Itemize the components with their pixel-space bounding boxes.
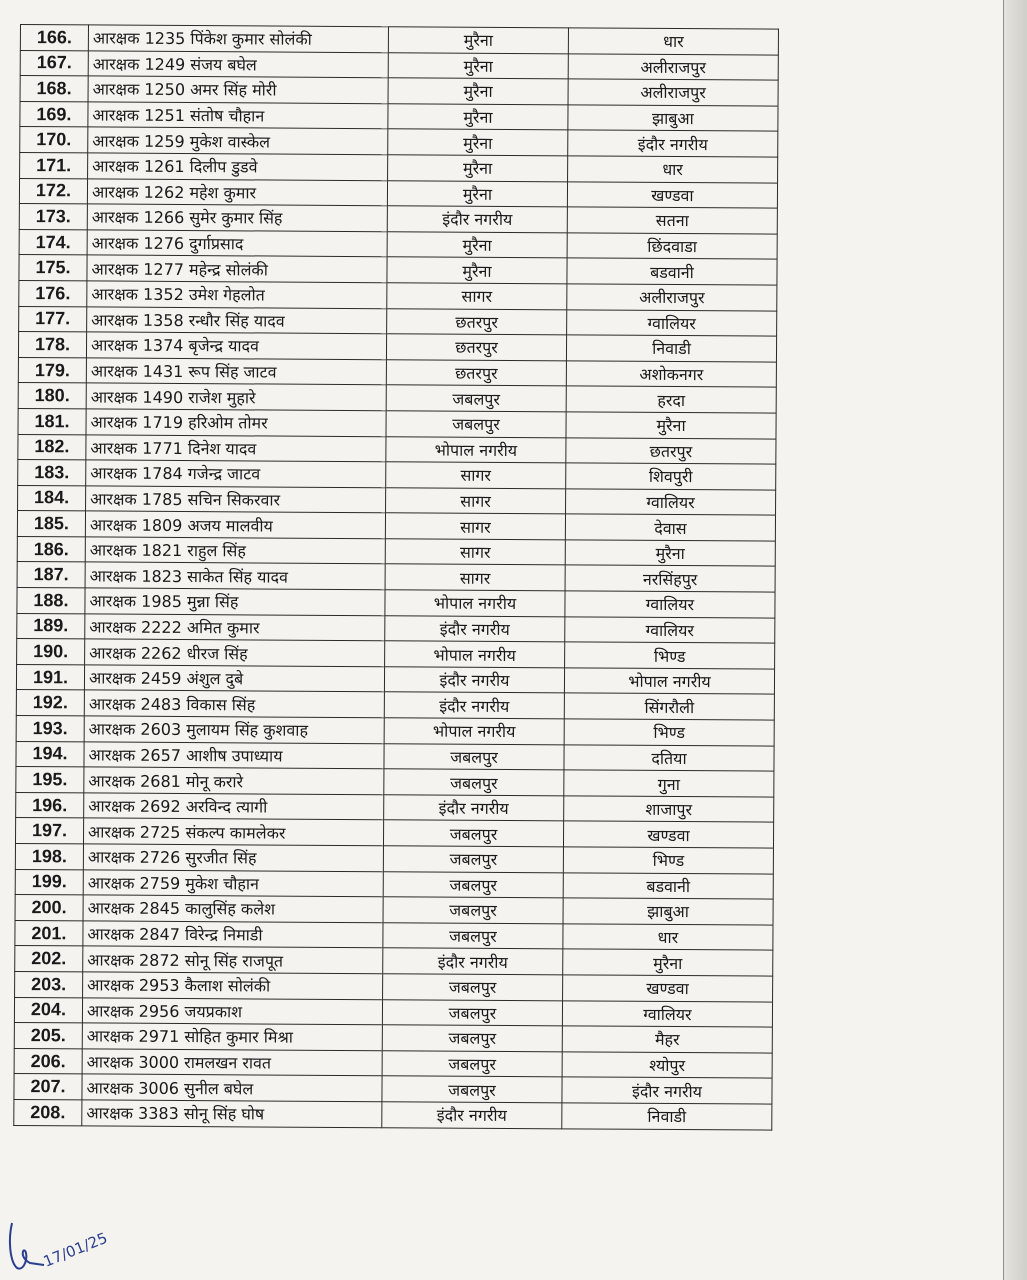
- employee-name: आरक्षक 1259 मुकेश वास्केल: [88, 127, 388, 154]
- to-district: श्योपुर: [562, 1052, 772, 1079]
- employee-name: आरक्षक 3000 रामलखन रावत: [82, 1049, 382, 1076]
- serial-number: 202.: [15, 946, 83, 972]
- serial-number: 175.: [19, 255, 87, 281]
- to-district: ग्वालियर: [566, 489, 776, 516]
- to-district: बडवानी: [567, 258, 777, 285]
- employee-name: आरक्षक 2483 विकास सिंह: [84, 690, 384, 717]
- employee-name: आरक्षक 3006 सुनील बघेल: [82, 1074, 382, 1101]
- transfer-list: [13, 24, 779, 1130]
- to-district: अलीराजपुर: [568, 53, 778, 80]
- serial-number: 184.: [18, 485, 86, 511]
- to-district: झाबुआ: [568, 105, 778, 132]
- to-district: ग्वालियर: [567, 309, 777, 336]
- serial-number: 183.: [18, 460, 86, 486]
- from-district: भोपाल नगरीय: [384, 718, 564, 745]
- to-district: छतरपुर: [566, 437, 776, 464]
- from-district: इंदौर नगरीय: [383, 948, 563, 975]
- employee-name: आरक्षक 1823 साकेत सिंह यादव: [85, 562, 385, 589]
- to-district: धार: [568, 28, 778, 55]
- to-district: इंदौर नगरीय: [568, 130, 778, 157]
- signature-date: 17/01/25: [40, 1228, 110, 1271]
- to-district: बडवानी: [563, 872, 773, 899]
- from-district: मुरैना: [388, 52, 568, 79]
- from-district: इंदौर नगरीय: [384, 667, 564, 694]
- to-district: सतना: [567, 207, 777, 234]
- from-district: मुरैना: [388, 104, 568, 131]
- from-district: जबलपुर: [384, 743, 564, 770]
- employee-name: आरक्षक 1374 बृजेन्द्र यादव: [86, 332, 386, 359]
- serial-number: 182.: [18, 434, 86, 460]
- to-district: मुरैना: [563, 949, 773, 976]
- serial-number: 171.: [20, 152, 88, 178]
- from-district: भोपाल नगरीय: [385, 641, 565, 668]
- serial-number: 181.: [18, 408, 86, 434]
- from-district: इंदौर नगरीय: [387, 206, 567, 233]
- serial-number: 205.: [14, 1023, 82, 1049]
- from-district: सागर: [386, 487, 566, 514]
- employee-name: आरक्षक 1490 राजेश मुहारे: [86, 383, 386, 410]
- serial-number: 191.: [16, 664, 84, 690]
- transfer-table: [13, 24, 779, 1130]
- from-district: जबलपुर: [382, 1050, 562, 1077]
- to-district: धार: [563, 924, 773, 951]
- employee-name: आरक्षक 2692 अरविन्द त्यागी: [84, 793, 384, 820]
- employee-name: आरक्षक 1261 दिलीप डुडवे: [88, 153, 388, 180]
- from-district: मुरैना: [387, 257, 567, 284]
- page-edge: [1003, 0, 1027, 1280]
- to-district: भिण्ड: [564, 719, 774, 746]
- serial-number: 170.: [20, 127, 88, 153]
- employee-name: आरक्षक 1235 पिंकेश कुमार सोलंकी: [88, 25, 388, 52]
- employee-name: आरक्षक 1358 रन्धौर सिंह यादव: [87, 306, 387, 333]
- to-district: दतिया: [564, 744, 774, 771]
- employee-name: आरक्षक 1985 मुन्ना सिंह: [85, 588, 385, 615]
- employee-name: आरक्षक 2459 अंशुल दुबे: [84, 665, 384, 692]
- from-district: जबलपुर: [382, 1025, 562, 1052]
- from-district: इंदौर नगरीय: [384, 795, 564, 822]
- to-district: देवास: [565, 514, 775, 541]
- from-district: मुरैना: [387, 231, 567, 258]
- table-row: [14, 1099, 772, 1129]
- employee-name: आरक्षक 2759 मुकेश चौहान: [83, 869, 383, 896]
- serial-number: 207.: [14, 1074, 82, 1100]
- employee-name: आरक्षक 3383 सोनू सिंह घोष: [82, 1100, 382, 1127]
- employee-name: आरक्षक 2681 मोनू करारे: [84, 767, 384, 794]
- employee-name: आरक्षक 1266 सुमेर कुमार सिंह: [87, 204, 387, 231]
- from-district: सागर: [385, 539, 565, 566]
- serial-number: 198.: [15, 843, 83, 869]
- serial-number: 167.: [20, 50, 88, 76]
- serial-number: 203.: [15, 971, 83, 997]
- to-district: शिवपुरी: [566, 463, 776, 490]
- to-district: ग्वालियर: [565, 591, 775, 618]
- to-district: गुना: [564, 770, 774, 797]
- to-district: मैहर: [562, 1026, 772, 1053]
- to-district: सिंगरौली: [564, 693, 774, 720]
- from-district: भोपाल नगरीय: [386, 436, 566, 463]
- table-body: [14, 25, 779, 1130]
- serial-number: 172.: [19, 178, 87, 204]
- serial-number: 188.: [17, 588, 85, 614]
- to-district: खण्डवा: [563, 975, 773, 1002]
- serial-number: 189.: [17, 613, 85, 639]
- from-district: जबलपुर: [382, 1076, 562, 1103]
- serial-number: 178.: [18, 332, 86, 358]
- from-district: जबलपुर: [383, 923, 563, 950]
- from-district: सागर: [386, 462, 566, 489]
- serial-number: 180.: [18, 383, 86, 409]
- from-district: छतरपुर: [387, 308, 567, 335]
- serial-number: 199.: [15, 869, 83, 895]
- serial-number: 201.: [15, 920, 83, 946]
- to-district: मुरैना: [565, 540, 775, 567]
- employee-name: आरक्षक 2971 सोहित कुमार मिश्रा: [82, 1023, 382, 1050]
- employee-name: आरक्षक 1250 अमर सिंह मोरी: [88, 76, 388, 103]
- serial-number: 168.: [20, 76, 88, 102]
- from-district: जबलपुर: [386, 411, 566, 438]
- employee-name: आरक्षक 2956 जयप्रकाश: [82, 997, 382, 1024]
- employee-name: आरक्षक 2953 कैलाश सोलंकी: [83, 972, 383, 999]
- from-district: छतरपुर: [386, 334, 566, 361]
- employee-name: आरक्षक 2726 सुरजीत सिंह: [83, 844, 383, 871]
- to-district: इंदौर नगरीय: [562, 1077, 772, 1104]
- serial-number: 192.: [16, 690, 84, 716]
- employee-name: आरक्षक 1276 दुर्गाप्रसाद: [87, 230, 387, 257]
- signature-stroke: [10, 1223, 44, 1269]
- employee-name: आरक्षक 1821 राहुल सिंह: [85, 537, 385, 564]
- from-district: इंदौर नगरीय: [385, 615, 565, 642]
- employee-name: आरक्षक 2262 धीरज सिंह: [85, 639, 385, 666]
- serial-number: 177.: [19, 306, 87, 332]
- employee-name: आरक्षक 1771 दिनेश यादव: [86, 434, 386, 461]
- serial-number: 197.: [15, 818, 83, 844]
- from-district: जबलपुर: [383, 897, 563, 924]
- from-district: सागर: [387, 283, 567, 310]
- serial-number: 200.: [15, 895, 83, 921]
- from-district: जबलपुर: [383, 974, 563, 1001]
- to-district: भिण्ड: [563, 847, 773, 874]
- to-district: नरसिंहपुर: [565, 565, 775, 592]
- serial-number: 174.: [19, 229, 87, 255]
- serial-number: 193.: [16, 716, 84, 742]
- to-district: खण्डवा: [563, 821, 773, 848]
- to-district: हरदा: [566, 386, 776, 413]
- employee-name: आरक्षक 1784 गजेन्द्र जाटव: [86, 460, 386, 487]
- from-district: इंदौर नगरीय: [382, 1102, 562, 1129]
- from-district: जबलपुर: [386, 385, 566, 412]
- employee-name: आरक्षक 1352 उमेश गेहलोत: [87, 281, 387, 308]
- from-district: मुरैना: [388, 129, 568, 156]
- from-district: जबलपुर: [383, 871, 563, 898]
- to-district: धार: [568, 156, 778, 183]
- serial-number: 195.: [16, 767, 84, 793]
- serial-number: 179.: [18, 357, 86, 383]
- employee-name: आरक्षक 2222 अमित कुमार: [85, 614, 385, 641]
- employee-name: आरक्षक 2725 संकल्प कामलेकर: [83, 818, 383, 845]
- from-district: इंदौर नगरीय: [384, 692, 564, 719]
- serial-number: 166.: [20, 25, 88, 51]
- employee-name: आरक्षक 2657 आशीष उपाध्याय: [84, 742, 384, 769]
- serial-number: 185.: [17, 511, 85, 537]
- serial-number: 208.: [14, 1099, 82, 1125]
- serial-number: 206.: [14, 1048, 82, 1074]
- to-district: शाजापुर: [564, 796, 774, 823]
- to-district: भिण्ड: [565, 642, 775, 669]
- from-district: जबलपुर: [382, 999, 562, 1026]
- employee-name: आरक्षक 2845 कालुसिंह कलेश: [83, 895, 383, 922]
- from-district: जबलपुर: [384, 769, 564, 796]
- from-district: जबलपुर: [383, 820, 563, 847]
- to-district: छिंदवाडा: [567, 233, 777, 260]
- serial-number: 196.: [16, 792, 84, 818]
- to-district: मुरैना: [566, 412, 776, 439]
- from-district: सागर: [385, 513, 565, 540]
- serial-number: 187.: [17, 562, 85, 588]
- employee-name: आरक्षक 1431 रूप सिंह जाटव: [86, 358, 386, 385]
- employee-name: आरक्षक 1785 सचिन सिकरवार: [86, 486, 386, 513]
- to-district: अलीराजपुर: [567, 284, 777, 311]
- to-district: निवाडी: [566, 335, 776, 362]
- serial-number: 194.: [16, 741, 84, 767]
- serial-number: 169.: [20, 101, 88, 127]
- serial-number: 204.: [14, 997, 82, 1023]
- employee-name: आरक्षक 1262 महेश कुमार: [87, 178, 387, 205]
- to-district: खण्डवा: [567, 181, 777, 208]
- to-district: झाबुआ: [563, 898, 773, 925]
- to-district: निवाडी: [562, 1103, 772, 1130]
- to-district: अशोकनगर: [566, 361, 776, 388]
- from-district: मुरैना: [388, 78, 568, 105]
- from-district: भोपाल नगरीय: [385, 590, 565, 617]
- from-district: जबलपुर: [383, 846, 563, 873]
- from-district: मुरैना: [387, 180, 567, 207]
- employee-name: आरक्षक 1249 संजय बघेल: [88, 51, 388, 78]
- employee-name: आरक्षक 1809 अजय मालवीय: [85, 511, 385, 538]
- employee-name: आरक्षक 2847 विरेन्द्र निमाडी: [83, 921, 383, 948]
- serial-number: 186.: [17, 536, 85, 562]
- employee-name: आरक्षक 1277 महेन्द्र सोलंकी: [87, 255, 387, 282]
- employee-name: आरक्षक 2603 मुलायम सिंह कुशवाह: [84, 716, 384, 743]
- serial-number: 173.: [19, 204, 87, 230]
- to-district: अलीराजपुर: [568, 79, 778, 106]
- employee-name: आरक्षक 1719 हरिओम तोमर: [86, 409, 386, 436]
- to-district: ग्वालियर: [565, 616, 775, 643]
- employee-name: आरक्षक 1251 संतोष चौहान: [88, 102, 388, 129]
- serial-number: 176.: [19, 280, 87, 306]
- from-district: मुरैना: [388, 155, 568, 182]
- signature: [4, 1215, 154, 1275]
- from-district: मुरैना: [388, 27, 568, 54]
- from-district: सागर: [385, 564, 565, 591]
- to-district: भोपाल नगरीय: [564, 668, 774, 695]
- serial-number: 190.: [17, 639, 85, 665]
- from-district: छतरपुर: [386, 359, 566, 386]
- to-district: ग्वालियर: [562, 1000, 772, 1027]
- employee-name: आरक्षक 2872 सोनू सिंह राजपूत: [83, 946, 383, 973]
